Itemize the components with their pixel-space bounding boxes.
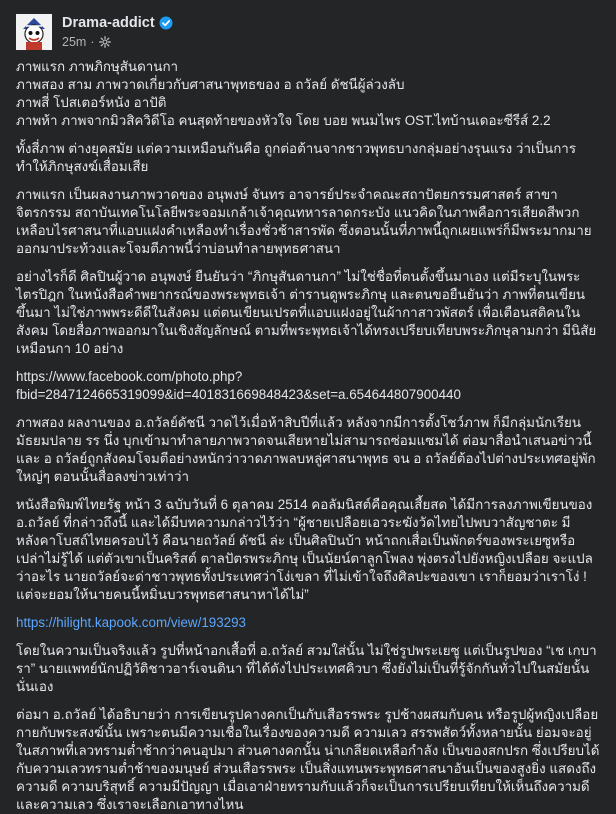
post-body — [14, 58, 602, 814]
post-paragraph: ภาพแรก ภาพภิกษุสันดานกา ภาพสอง สาม ภาพวาดเกี่ยวกับศาสนาพุทธของ อ ถวัลย์ ดัชนีผู้ล่วงลับ ภาพสี่ โปสเตอร์หนัง อาปัติ ภาพห้า ภาพจากมิวสิควิดีโอ คนสุดท้ายของหัวใจ โดย บอย พนมไพร OST.ไทบ้านเดอะซีรีส์ 2.2 — [16, 59, 551, 128]
post-paragraph: ทั้งสี่ภาพ ต่างยุคสมัย แต่ความเหมือนกันคือ ถูกต่อต้านจากชาวพุทธบางกลุ่มอย่างรุนแรง ว่าเป็นการทำให้ภิกษุสงฆ์เสื่อมเสีย — [16, 141, 577, 174]
post-paragraph: ภาพแรก เป็นผลงานภาพวาดของ อนุพงษ์ จันทร อาจารย์ประจำคณะสถาปัตยกรรมศาสตร์ สาขาจิตรกรรม สถาบันเทคโนโลยีพระจอมเกล้าเจ้าคุณทหารลาดกระบัง แนวคิดในภาพคือการเสียดสีพวกเหลือบไรศาสนาที่แอบแฝงคำเหลืองทำเรื่องชั่วช้าสารพัด ซึ่งตอนนั้นที่ภาพนี้ถูกเผยแพร่ก็มีพระมากมายออกมาประท้วงและโจมตีภาพนี้ว่าบ่อนทำลายพุทธศาสนา — [16, 187, 592, 256]
post-paragraph: อย่างไรก็ดี ศิลปินผู้วาด อนุพงษ์ ยืนยันว่า “ภิกษุสันดานกา” ไม่ใช่ชื่อที่ตนตั้งขึ้นมาเอง แต่มีระบุในพระไตรปิฎก ในหนังสือคำพยากรณ์ของพระพุทธเจ้า ต่ารานดูพระภิกษุ และตนขอยืนยันว่า ภาพที่ตนเขียนขึ้นมา ไม่ใช่ภาพพระดีดีในสังคม แต่ตนเขียนเปรตที่แอบแฝงอยู่ในผ้ากาสาวพัสตร์ เพื่อเตือนสติคนในสังคม โดยสื่อภาพออกมาในเชิงสัญลักษณ์ ตามที่พระพุทธเจ้าได้ทรงเปรียบเทียบพระภิกษุลามกว่า มีนิสัยเหมือนกา 10 อย่าง — [16, 269, 597, 356]
verified-badge-icon — [159, 16, 173, 30]
post-header — [14, 0, 602, 58]
separator-dot: · — [90, 34, 95, 49]
post-paragraph: ภาพสอง ผลงานของ อ.ถวัลย์ดัชนี วาดไว้เมื่อห้าสิบปีที่แล้ว หลังจากมีการตั้งโชว์ภาพ ก็มีกลุ่มนักเรียนมัธยมปลาย รร นึ่ง บุกเข้ามาทำลายภาพวาดจนเสียหายไม่สามารถซ่อมแซมได้ ต่อมาสื่อนำเสนอข่าวนี้ และ อ ถวัลย์ถูกสังคมโจมตีอย่างหนักว่าวาดภาพลบหลู่ศาสนาพุทธ จน อ ถวัลย์ต้องไปต่างประเทศอยู่พักใหญ่ๆ ตอนนั้นสื่อลงข่าวเท่าว่า — [16, 415, 596, 484]
post-paragraph: โดยในความเป็นจริงแล้ว รูปที่หน้าอกเสื้อที่ อ.ถวัลย์ สวมใส่นั้น ไม่ใช่รูปพระเยซู แต่เป็นรูปของ “เช เกบารา” นายแพทย์นักปฏิวัติชาวอาร์เจนตินา ที่ได้ดังไปประเทศคิวบา ซึ่งยังไม่เป็นที่รู้จักกันทั่วไปในสมัยนั้นนั่นเอง — [16, 643, 597, 694]
post-time[interactable]: 25m — [62, 34, 87, 49]
gear-icon[interactable] — [99, 36, 111, 48]
cartoon-avatar-icon — [16, 14, 52, 50]
post-paragraph: ต่อมา อ.ถวัลย์ ได้อธิบายว่า การเขียนรูปคางคกเป็นกับเสือรรพระ รูปช้างผสมกับคน หรือรูปผู้หญิงเปลือยกายกับพระสงฆ์นั้น เพราะตนมีความเชื่อในเรื่องของความดี ความเลว สรรพสัตว์ทั้งหลายนั้น ย่อมจะอยู่ในสภาพที่เลวทรามต่ำช้ากว่าคนอุปมา ส่วนคางคกนั้น น่าเกลียดเหลือกำลัง เป็นของสกปรก ซึ่งเปรียบได้กับความเลวทรามต่ำช้าของมนุษย์ ส่วนเสือรรพระ เป็นสิ่งแทนพระพุทธศาสนาอันเป็นของสูงยิ่ง แสดงถึงความดี ความบริสุทธิ์ ความมีปัญญา เมื่อเอาฝ่ายทรามกับแล้วก็จะเป็นการเปรียบเทียบให้เห็นถึงความดี และความเลว ซึ่งเราจะเลือกเอาทางไหน — [16, 707, 600, 812]
avatar[interactable] — [16, 14, 52, 50]
author-name[interactable]: Drama-addict — [62, 14, 155, 31]
facebook-photo-link[interactable]: https://www.facebook.com/photo.php? fbid=2847124665319099&id=401831669848423&set=a.654644807900440 — [16, 369, 461, 402]
kapook-link[interactable]: https://hilight.kapook.com/view/193293 — [16, 615, 247, 630]
post-paragraph: หนังสือพิมพ์ไทยรัฐ หน้า 3 ฉบับวันที่ 6 ตุลาคม 2514 คอลัมนิสต์คือคุณเสี้ยสด ได้มีการลงภาพเขียนของ อ.ถวัลย์ ที่กล่าวถึงนี้ และได้มีบทความกล่าวไว้ว่า “ผู้ชายเปลือยเอวระฆังวัดไทยไปพบวาสัญชาตะ มีหลังคาโบสถ์ไทยครอบไว้ คือนายถวัลย์ ดัชนี ล่ะ เป็นศิลปินบ้า หน้าถกเสื่อเป็นพักตร์ของพระเยซูหรือเปล่าไม่รู้ได้ แต่ตัวเขาเป็นคริสต์ ตาลปัตรพระภิกษุ เป็นนัยน์ตาลูกโพลง พุ่งตรงไปยังหญิงเปลือย จะแปลว่าอะไร นายถวัลย์จะด่าชาวพุทธทั้งประเทศว่าโง่เขลา ที่ไม่เข้าใจถึงศิลปะของเขา เราก็ยอมว่าเราโง่ ! แต่จะยอมให้นายคนนี้หมิ่นบวรพุทธศาสนาหาได้ไม่” — [16, 497, 593, 602]
